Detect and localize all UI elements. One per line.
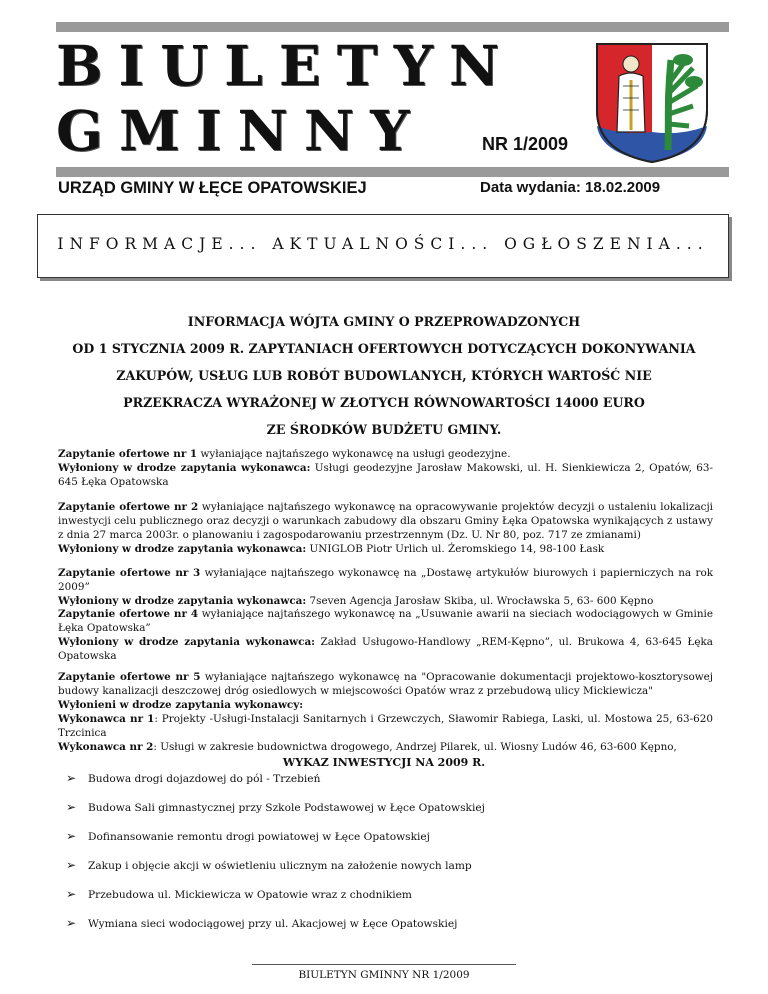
investment-item-label: Zakup i objęcie akcji w oświetleniu ulicznym na założenie nowych lamp [88,860,472,872]
announcement-heading-line1: INFORMACJA WÓJTA GMINY O PRZEPROWADZONYCH [187,314,581,329]
inquiry-5-contractor-2: : Usługi w zakresie budownictwa drogowego, Andrzej Pilarek, ul. Wiosny Ludów 46, 63-600 Kępno, [153,741,677,753]
inquiry-5-text: wyłaniające najtańszego wykonawcę na "Opracowanie dokumentacji projektowo-kosztorysowej budowy kanalizacji deszczowej dróg osiedlowych w miejscowości Opatów wraz z przebudową ulicy Mickiewicza" [58,671,713,697]
masthead-title-line2: GMINNY [56,98,426,163]
arrow-bullet-icon: ➢ [66,800,77,814]
investment-item-label: Dofinansowanie remontu drogi powiatowej w Łęce Opatowskiej [88,831,430,843]
inquiry-5-contractor-1: : Projekty -Usługi-Instalacji Sanitarnych i Grzewczych, Sławomir Rabiega, Laski, ul. Mostowa 25, 63-620 Trzcinica [58,713,713,739]
inquiry-3 [58,566,713,608]
inquiry-1-label: Zapytanie ofertowe nr 1 [58,448,198,460]
investment-item [66,800,485,814]
top-rule [56,22,729,32]
masthead-bottom-rule [56,167,729,177]
investment-item [66,829,430,843]
inquiry-1 [58,447,713,489]
inquiry-1-winner-label: Wyłoniony w drodze zapytania wykonawca: [58,462,311,474]
inquiry-3-winner: 7seven Agencja Jarosław Skiba, ul. Wrocławska 5, 63- 600 Kępno [306,595,654,607]
issue-number: NR 1/2009 [482,134,569,154]
inquiry-5-contractor-1-label: Wykonawca nr 1 [58,713,155,725]
inquiry-4-label: Zapytanie ofertowe nr 4 [58,608,199,620]
announcement-heading-line5: ZE ŚRODKÓW BUDŻETU GMINY. [266,422,502,437]
info-banner-text: INFORMACJE... AKTUALNOŚCI... OGŁOSZENIA... [57,235,709,253]
inquiry-2-text: wyłaniające najtańszego wykonawcę na opracowywanie projektów decyzji o ustaleniu lokalizacji inwestycji celu publicznego oraz decyzji o warunkach zabudowy dla obszaru Gminy Łęka Opatowska wynikających z ustawy z dnia 27 marca 2003r. o planowaniu i zagospodarowaniu przestrzennym (Dz. U. Nr 80, poz. 717 ze zmianami) [58,501,713,541]
coat-of-arms-logo [593,40,711,165]
page-footer: BIULETYN GMINNY NR 1/2009 [298,969,470,981]
arrow-bullet-icon: ➢ [66,916,77,930]
office-name: URZĄD GMINY W ŁĘCE OPATOWSKIEJ [58,179,367,197]
investment-item-label: Wymiana sieci wodociągowej przy ul. Akacjowej w Łęce Opatowskiej [88,918,458,930]
inquiry-5-label: Zapytanie ofertowe nr 5 [58,671,201,683]
announcement-heading-line2: OD 1 STYCZNIA 2009 R. ZAPYTANIACH OFERTOWYCH DOTYCZĄCYCH DOKONYWANIA [72,341,696,356]
investment-item-label: Przebudowa ul. Mickiewicza w Opatowie wraz z chodnikiem [88,889,412,901]
inquiry-4-winner: Zakład Usługowo-Handlowy „REM-Kępno”, ul. Brukowa 4, 63-645 Łęka Opatowska [58,636,714,662]
inquiry-2 [58,500,713,556]
investment-item [66,771,320,785]
masthead-title-line1: BIULETYN [56,33,516,98]
investment-item-label: Budowa Sali gimnastycznej przy Szkole Podstawowej w Łęce Opatowskiej [88,802,485,814]
arrow-bullet-icon: ➢ [66,771,77,785]
inquiry-3-label: Zapytanie ofertowe nr 3 [58,567,201,579]
inquiry-5-contractor-2-label: Wykonawca nr 2 [58,741,154,753]
investment-item [66,887,412,901]
inquiry-1-winner: Usługi geodezyjne Jarosław Makowski, ul. H. Sienkiewicza 2, Opatów, 63-645 Łęka Opatowska [58,462,713,488]
inquiry-3-text: wyłaniające najtańszego wykonawcę na „Dostawę artykułów biurowych i papierniczych na rok 2009” [58,567,713,593]
footer-rule [252,964,516,965]
inquiry-1-text: wyłaniające najtańszego wykonawcę na usługi geodezyjne. [197,448,511,460]
arrow-bullet-icon: ➢ [66,829,77,843]
arrow-bullet-icon: ➢ [66,887,77,901]
inquiry-4-winner-label: Wyłoniony w drodze zapytania wykonawca: [58,636,316,648]
inquiry-5 [58,670,713,754]
info-banner-box [37,214,729,278]
announcement-heading-line3: ZAKUPÓW, USŁUG LUB ROBÓT BUDOWLANYCH, KTÓRYCH WARTOŚĆ NIE [116,368,652,383]
investment-item [66,916,457,930]
investments-title: WYKAZ INWESTYCJI NA 2009 R. [282,756,486,769]
inquiry-5-winners-label: Wyłonieni w drodze zapytania wykonawcy: [58,699,304,711]
investment-item-label: Budowa drogi dojazdowej do pól - Trzebień [88,773,321,785]
publication-date: Data wydania: 18.02.2009 [480,179,661,196]
arrow-bullet-icon: ➢ [66,858,77,872]
investment-item [66,858,472,872]
inquiry-2-winner: UNIGLOB Piotr Urlich ul. Żeromskiego 14, 98-100 Łask [306,543,605,555]
inquiry-4 [58,607,713,663]
inquiry-4-text: wyłaniające najtańszego wykonawcę na „Usuwanie awarii na sieciach wodociągowych w Gminie Łęka Opatowska” [58,608,713,634]
inquiry-3-winner-label: Wyłoniony w drodze zapytania wykonawca: [58,595,307,607]
inquiry-2-label: Zapytanie ofertowe nr 2 [58,501,199,513]
announcement-heading-line4: PRZEKRACZA WYRAŻONEJ W ZŁOTYCH RÓWNOWARTOŚCI 14000 EURO [123,395,645,410]
inquiry-2-winner-label: Wyłoniony w drodze zapytania wykonawca: [58,543,307,555]
